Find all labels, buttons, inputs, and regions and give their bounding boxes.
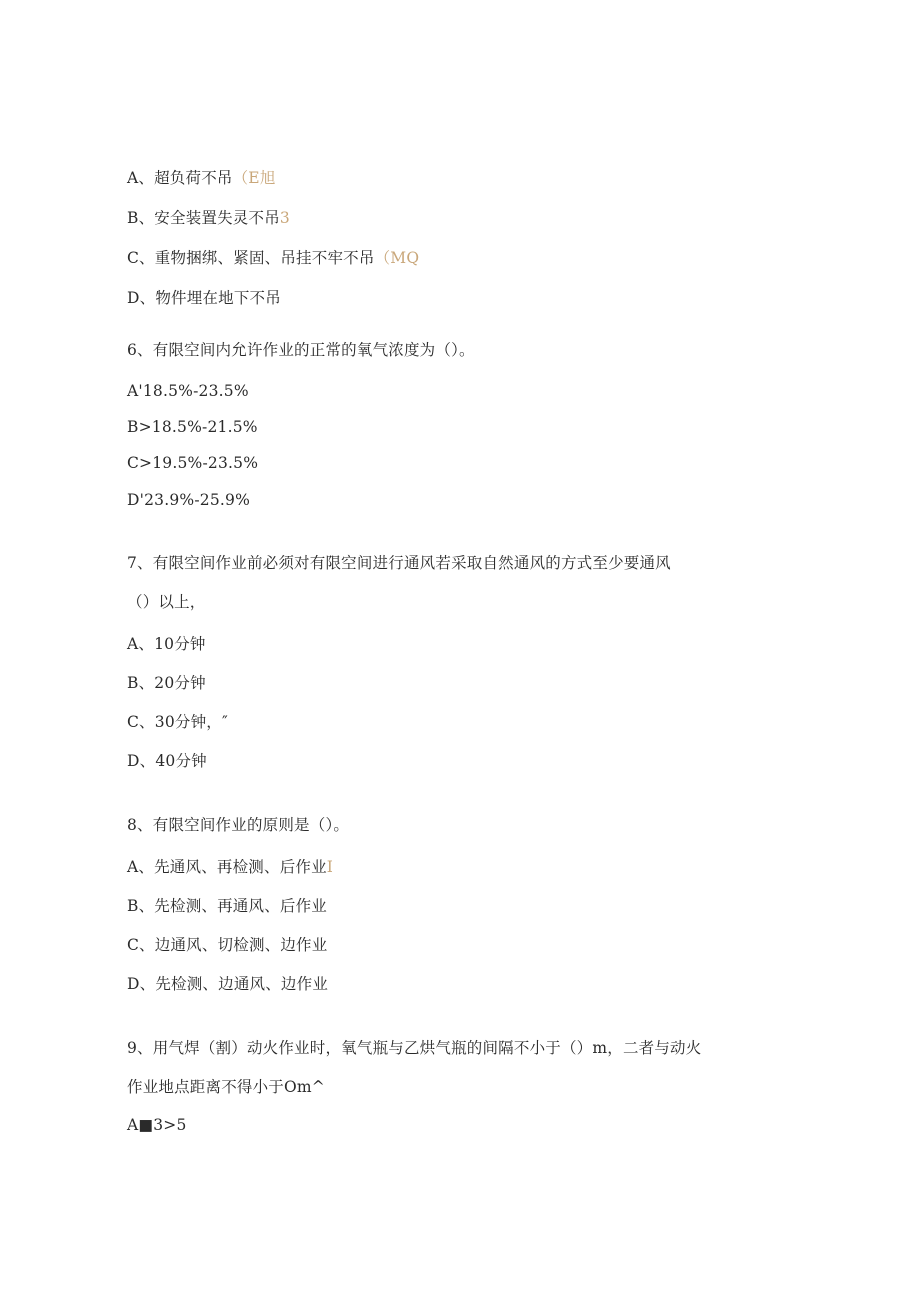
stray-mark: （E旭: [232, 169, 276, 187]
q8-option-c: C、边通风、切检测、边作业: [127, 936, 328, 954]
q6-question: 6、有限空间内允许作业的正常的氧气浓度为（）。: [127, 341, 475, 359]
stray-mark: （MQ: [374, 249, 420, 267]
q7-option-a: A、10分钟: [127, 635, 206, 653]
option-text: A、先通风、再检测、后作业: [127, 858, 327, 876]
q8-option-d: D、先检测、边通风、边作业: [127, 975, 329, 993]
q6-option-d: D'23.9%-25.9%: [127, 491, 251, 509]
q5-option-b: [127, 208, 290, 228]
q7-question-line1: 7、有限空间作业前必须对有限空间进行通风若采取自然通风的方式至少要通风: [127, 554, 671, 572]
q7-option-d: D、40分钟: [127, 752, 207, 770]
q9-question-line2: 作业地点距离不得小于Om^: [127, 1078, 325, 1096]
q7-option-c: C、30分钟，″: [127, 713, 228, 731]
option-text: C、重物捆绑、紧固、吊挂不牢不吊: [127, 249, 375, 267]
q6-option-c: C>19.5%-23.5%: [127, 454, 259, 472]
q9-question-line1: 9、用气焊（割）动火作业时，氧气瓶与乙烘气瓶的间隔不小于（）m，二者与动火: [127, 1039, 702, 1057]
q5-option-d: [127, 288, 281, 308]
q5-option-a: [127, 168, 276, 188]
q8-option-b: B、先检测、再通风、后作业: [127, 897, 327, 915]
q7-option-b: B、20分钟: [127, 674, 206, 692]
q8-question: 8、有限空间作业的原则是（）。: [127, 816, 350, 834]
option-text: D、物件埋在地下不吊: [127, 289, 281, 307]
q8-option-a: [127, 857, 333, 877]
q7-question-line2: （）以上，: [127, 593, 206, 611]
q5-option-c: [127, 248, 419, 268]
stray-mark: I: [326, 858, 334, 876]
stray-mark: 3: [279, 209, 290, 227]
q6-option-b: B>18.5%-21.5%: [127, 418, 258, 436]
option-text: B、安全装置失灵不吊: [127, 209, 280, 227]
option-text: A、超负荷不吊: [127, 169, 233, 187]
q6-option-a: A'18.5%-23.5%: [127, 382, 249, 400]
q9-option-a: A■3>5: [127, 1116, 187, 1134]
